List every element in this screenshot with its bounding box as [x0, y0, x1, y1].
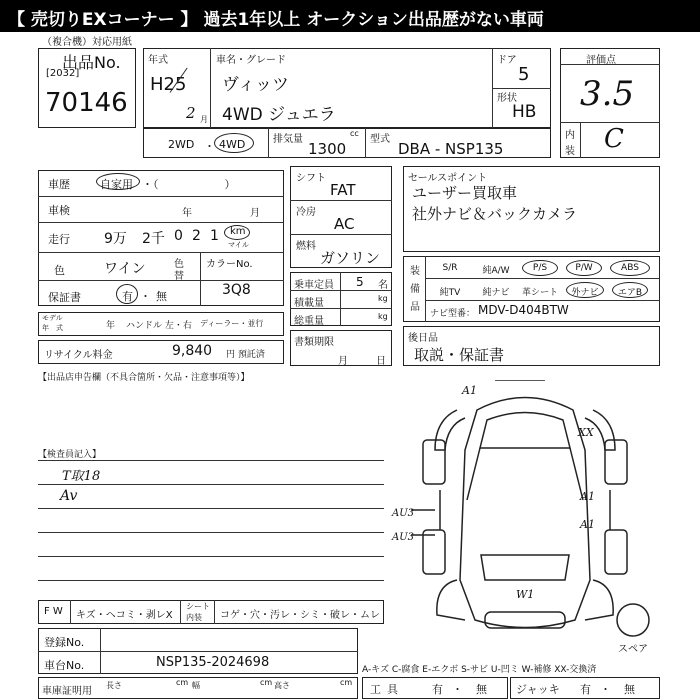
- ac-value: AC: [334, 215, 355, 233]
- equipment-label-3: 品: [410, 302, 420, 313]
- doc-deadline-day: 日: [376, 356, 386, 367]
- recycle-value: 9,840: [172, 343, 213, 359]
- jack-yes: 有: [580, 683, 591, 696]
- shift-label: シフト: [296, 173, 326, 184]
- model-year-label-1: モデル: [42, 314, 63, 322]
- model-year-label-2: 年 式: [42, 324, 63, 332]
- shape-label: 形状: [497, 93, 517, 104]
- year-label: 年式: [148, 55, 168, 66]
- chassis-label: 車台No.: [44, 659, 85, 672]
- warranty-no: 無: [156, 290, 167, 303]
- equip-ps: P/S: [532, 263, 548, 273]
- mileage-d3: 1: [210, 228, 219, 244]
- chassis-value: NSP135-2024698: [156, 655, 270, 670]
- mileage-d2: 2: [192, 228, 201, 244]
- load-label: 積載量: [294, 298, 324, 309]
- later-label: 後日品: [408, 333, 438, 344]
- diagram-au3-2: AU3: [392, 532, 415, 543]
- car-diagram: [395, 380, 660, 650]
- mileage-sen: 2千: [142, 231, 165, 247]
- sales-point-label: セールスポイント: [408, 173, 488, 184]
- ac-label: 冷房: [296, 207, 316, 218]
- codes-seat-2: 内装: [186, 613, 202, 622]
- equip-navi: 純ナビ: [482, 288, 510, 298]
- warranty-label: 保証書: [48, 291, 81, 304]
- mileage-man: 9万: [104, 231, 127, 247]
- equipment-label-2: 備: [410, 284, 420, 295]
- displacement-unit: cc: [350, 129, 359, 138]
- equip-leather: 革シート: [521, 288, 558, 298]
- declaration-label: 【出品店申告欄（不具合箇所・欠品・注意事項等）】: [38, 373, 250, 383]
- model-year-handle: ハンドル 左・右: [126, 321, 192, 331]
- diagram-xx: XX: [578, 426, 594, 439]
- recycle-unit: 円 預託済: [226, 350, 265, 360]
- history-label: 車歴: [48, 178, 70, 191]
- mileage-d1: 0: [174, 228, 183, 244]
- color-label: 色: [54, 264, 65, 277]
- type-value: DBA - NSP135: [398, 140, 504, 158]
- recycle-label: リサイクル料金: [44, 350, 113, 361]
- interior-label-2: 装: [565, 146, 575, 157]
- lot-small-code: [2032]: [46, 68, 80, 79]
- model-grade: 4WD ジュエラ: [222, 105, 336, 125]
- model-label: 車名・グレード: [216, 55, 286, 66]
- shape-value: HB: [512, 102, 537, 122]
- diagram-au3-1: AU3: [392, 508, 415, 519]
- subnote: （複合機）対応用紙: [42, 37, 132, 48]
- later-value: 取説・保証書: [414, 346, 505, 364]
- inspection-year: 年: [182, 208, 192, 219]
- mileage-km: km: [230, 226, 246, 237]
- nav-model: MDV-D404BTW: [478, 303, 569, 317]
- drive-sep: ・: [204, 140, 215, 153]
- equip-alloy: 純A/W: [482, 266, 510, 276]
- score-label: 評価点: [586, 55, 616, 66]
- type-label: 型式: [370, 134, 390, 145]
- jack-label: ジャッキ: [516, 683, 560, 696]
- capacity-unit: 名: [378, 280, 388, 291]
- equipment-label-1: 装: [410, 266, 420, 277]
- inspector-note1: T取18: [62, 469, 101, 484]
- doc-deadline-month: 月: [338, 356, 348, 367]
- cert-length-cm: cm: [176, 678, 189, 687]
- model-year-dealer: ディーラー・並行: [200, 319, 264, 328]
- fuel-value: ガソリン: [320, 249, 381, 267]
- sales-point-line2: 社外ナビ＆バックカメラ: [412, 205, 578, 223]
- inspection-month: 月: [250, 208, 260, 219]
- equip-sr: S/R: [442, 263, 458, 273]
- codes-fw: F W: [44, 606, 63, 617]
- gross-unit: kg: [378, 312, 388, 321]
- registration-label: 登録No.: [44, 636, 85, 649]
- score-value: 3.5: [580, 74, 635, 114]
- interior-label-1: 内: [565, 130, 575, 141]
- cert-length: 長さ: [106, 681, 122, 690]
- year-month: 2: [186, 104, 196, 122]
- diagram-a1-right1: A1: [580, 490, 595, 503]
- capacity-label: 乗車定員: [294, 280, 334, 291]
- codes-seat-1: シート: [186, 602, 210, 611]
- codes-seat-codes: コゲ・穴・汚レ・シミ・破レ・ムレ: [220, 610, 380, 621]
- drive-4wd: 4WD: [219, 138, 246, 151]
- nav-model-label: ナビ型番：: [430, 309, 476, 319]
- year-month-unit: 月: [200, 115, 208, 124]
- inspection-label: 車検: [48, 204, 70, 217]
- doors-value: 5: [518, 64, 530, 85]
- equip-abs: ABS: [621, 263, 639, 273]
- history-private: 自家用: [100, 178, 133, 191]
- doc-deadline-label: 書類期限: [294, 337, 334, 348]
- color-change-2: 替: [174, 271, 184, 282]
- tools-dot: ・: [452, 683, 463, 696]
- warranty-yes: 有: [122, 290, 133, 303]
- color-no: 3Q8: [222, 282, 251, 298]
- displacement-label: 排気量: [273, 134, 303, 145]
- diagram-a1-top: A1: [462, 384, 477, 397]
- codes-scratch: キズ・ヘコミ・剥レX: [76, 610, 173, 621]
- capacity-value: 5: [356, 275, 364, 289]
- lot-number: 70146: [45, 88, 128, 118]
- inspector-note2: Av: [60, 488, 78, 504]
- cert-width: 幅: [192, 681, 200, 690]
- damage-legend: A-キズ C-腐食 E-エクボ S-サビ U-凹ミ W-補修 XX-交換済: [362, 665, 597, 675]
- tools-no: 無: [476, 683, 487, 696]
- displacement-value: 1300: [308, 140, 347, 158]
- year-era: H25: [150, 74, 187, 95]
- load-unit: kg: [378, 294, 388, 303]
- color-no-label: カラーNo.: [206, 259, 253, 270]
- mileage-mile: マイル: [228, 241, 249, 249]
- jack-dot: ・: [600, 683, 611, 696]
- doors-label: ドア: [497, 55, 517, 66]
- header-title: 【 売切りEXコーナー 】 過去1年以上 オークション出品歴がない車両: [8, 10, 544, 30]
- diagram-a1-right2: A1: [580, 518, 595, 531]
- lot-label: 出品No.: [62, 53, 121, 72]
- warranty-dot: ・: [140, 290, 151, 303]
- diagram-rear-mark: W1: [516, 588, 535, 601]
- history-rest: ・（ ）: [142, 178, 236, 191]
- sales-point-line1: ユーザー買取車: [412, 184, 518, 202]
- equip-airbag: エアB: [617, 288, 643, 298]
- cert-width-cm: cm: [260, 678, 273, 687]
- drive-2wd: 2WD: [168, 138, 195, 151]
- jack-no: 無: [624, 683, 635, 696]
- inspector-label: 【検査員記入】: [38, 450, 102, 460]
- model-name: ヴィッツ: [222, 75, 289, 95]
- diagram-spare: スペア: [618, 644, 648, 655]
- color-value: ワイン: [104, 261, 146, 277]
- color-change-1: 色: [174, 259, 184, 270]
- gross-label: 総重量: [294, 316, 324, 327]
- equip-ext-navi: 外ナビ: [571, 288, 599, 298]
- fuel-label: 燃料: [296, 241, 316, 252]
- model-year-year: 年: [106, 321, 116, 331]
- tools-yes: 有: [432, 683, 443, 696]
- equip-tv: 純TV: [439, 288, 461, 298]
- cert-height: 高さ: [274, 681, 290, 690]
- shift-value: FAT: [330, 181, 356, 199]
- interior-value: C: [604, 124, 624, 154]
- cert-height-cm: cm: [340, 678, 353, 687]
- tools-label: 工具: [370, 683, 404, 696]
- equip-pw: P/W: [575, 263, 593, 273]
- cert-label: 車庫証明用: [42, 686, 92, 697]
- mileage-label: 走行: [48, 233, 70, 246]
